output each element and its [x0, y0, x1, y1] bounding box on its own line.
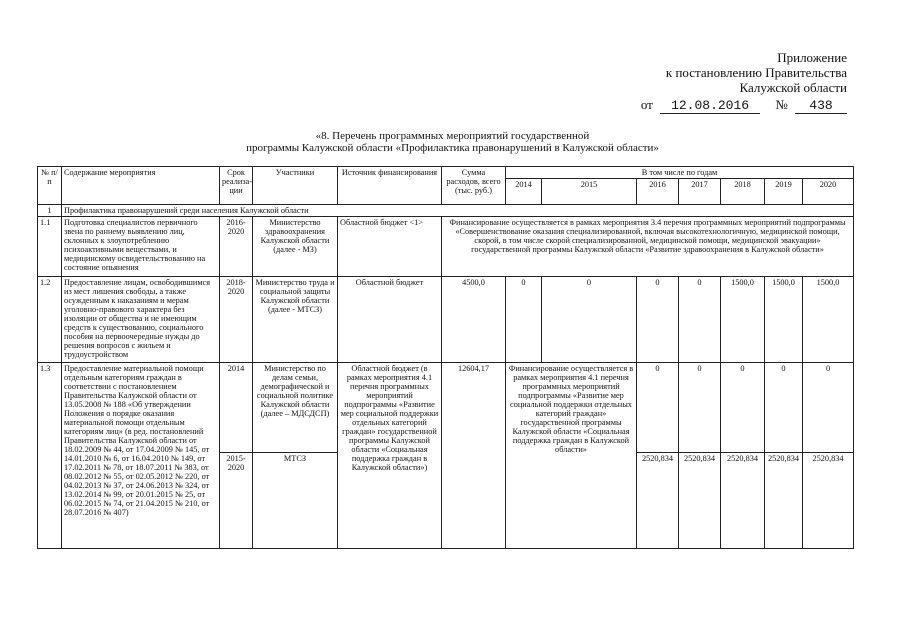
header-content: Содержание мероприятия	[62, 167, 220, 205]
row-year-2016: 0	[637, 277, 679, 363]
header-sum: Сумма расходов, всего (тыс. руб.)	[442, 167, 506, 205]
section-title: Профилактика правонарушений среди населения Калужской области	[62, 205, 854, 217]
row-val-2019: 2520,834	[765, 453, 803, 549]
row-source: Областной бюджет (в рамках мероприятия 4.1 перечня программных мероприятий подпрограммы «Развитие мер социальной поддержки отдельных категорий граждан» государственной программы Калужской области «Социальная поддержка граждан в Калужской области»)	[338, 363, 442, 549]
row-val-2016: 2520,834	[637, 453, 679, 549]
appendix-line-1: Приложение	[777, 50, 847, 65]
resolution-date: 12.08.2016	[660, 98, 760, 114]
appendix-line-3: Калужской области	[739, 80, 847, 95]
row-year-2017: 0	[679, 277, 721, 363]
row-2014-val-2016: 0	[637, 363, 679, 453]
row-year-2019: 1500,0	[765, 277, 803, 363]
header-year-2020: 2020	[803, 179, 854, 205]
section-row-1	[38, 205, 854, 217]
row-term-2015-2020: 2015-2020	[220, 453, 253, 549]
row-financing-note: Финансирование осуществляется в рамках мероприятия 4.1 перечня программных мероприятий подпрограммы «Развитие мер социальной поддержки отдельных категорий граждан» государственной программы Калужской области «Социальная поддержка граждан в Калужской области»	[506, 363, 637, 549]
row-num: 1.3	[38, 363, 62, 549]
program-measures-table	[37, 166, 854, 549]
row-content: Подготовка специалистов первичного звена по раннему выявлению лиц, склонных к злоупотреблению психоактивными веществами, и медицинскому освидетельствованию на состояние опьянения	[62, 217, 220, 277]
row-source: Областной бюджет <1>	[338, 217, 442, 277]
row-2014-val-2019: 0	[765, 363, 803, 453]
ot-label: от	[640, 97, 653, 112]
resolution-number: 438	[795, 98, 847, 114]
row-participants-mdsdsp: Министерство по делам семьи, демографической и социальной политике Калужской области (далее – МДСДСП)	[253, 363, 338, 453]
row-num: 1.1	[38, 217, 62, 277]
row-val-2017: 2520,834	[679, 453, 721, 549]
row-content: Предоставление материальной помощи отдельным категориям граждан в соответствии с постановлением Правительства Калужской области от 13.05.2008 № 188 «Об утверждении Положения о порядке оказания материальной помощи отдельным категориям лиц» (в ред. постановлений Правительства Калужской области от 18.02.2009 № 44, от 17.04.2009 № 145, от 14.01.2010 № 6, от 16.04.2010 № 149, от 17.02.2011 № 78, от 18.07.2011 № 383, от 08.02.2012 № 55, от 02.05.2012 № 220, от 04.02.2013 № 37, от 24.06.2013 № 324, от 13.02.2014 № 99, от 20.01.2015 № 25, от 06.02.2015 № 74, от 21.04.2015 № 210, от 28.07.2016 № 407)	[62, 363, 220, 549]
title-line-1: «8. Перечень программных мероприятий государственной	[315, 130, 590, 142]
row-content: Предоставление лицам, освободившимся из мест лишения свободы, а также осужденным к наказаниям и мерам уголовно-правового характера без изоляции от общества и не имеющим средств к существованию, социального пособия на первоочередные нужды до решения вопросов с жильем и трудоустройством	[62, 277, 220, 363]
header-year-2014: 2014	[506, 179, 542, 205]
table-row-1-1	[38, 217, 854, 277]
row-financing-note: Финансирование осуществляется в рамках мероприятия 3.4 перечня программных мероприятий подпрограммы «Совершенствование оказания специализированной, включая высокотехнологичную, медицинской помощи, скорой, в том числе скорой специализированной, медицинской помощи, медицинской эвакуации» государственной программы Калужской области «Развитие здравоохранения в Калужской области»	[442, 217, 854, 277]
table-row-1-2	[38, 277, 854, 363]
header-num: № п/п	[38, 167, 62, 205]
header-year-2015: 2015	[542, 179, 637, 205]
row-source: Областной бюджет	[338, 277, 442, 363]
appendix-date-line	[641, 97, 847, 114]
header-year-2016: 2016	[637, 179, 679, 205]
header-year-2018: 2018	[721, 179, 765, 205]
row-2014-val-2017: 0	[679, 363, 721, 453]
header-year-2019: 2019	[765, 179, 803, 205]
section-num: 1	[38, 205, 62, 217]
row-year-2015: 0	[542, 277, 637, 363]
appendix-header	[641, 50, 847, 114]
row-year-2014: 0	[506, 277, 542, 363]
table-row-1-3a	[38, 363, 854, 453]
appendix-line-2: к постановлению Правительства	[665, 65, 847, 80]
header-source: Источник финансирования	[338, 167, 442, 205]
row-year-2018: 1500,0	[721, 277, 765, 363]
row-sum: 12604,17	[442, 363, 506, 549]
header-term: Срок реализа-ции	[220, 167, 253, 205]
header-row-1	[38, 167, 854, 179]
title-line-2: программы Калужской области «Профилактика правонарушений в Калужской области»	[246, 142, 659, 154]
row-term: 2016-2020	[220, 217, 253, 277]
row-participants: Министерство здравоохранения Калужской области (далее - МЗ)	[253, 217, 338, 277]
row-participants: Министерство труда и социальной защиты Калужской области (далее - МТСЗ)	[253, 277, 338, 363]
row-participants-mtsz: МТСЗ	[253, 453, 338, 549]
row-year-2020: 1500,0	[803, 277, 854, 363]
row-val-2020: 2520,834	[803, 453, 854, 549]
row-num: 1.2	[38, 277, 62, 363]
number-sign: №	[775, 97, 788, 112]
row-2014-val-2020: 0	[803, 363, 854, 453]
document-title	[0, 130, 905, 154]
row-sum: 4500,0	[442, 277, 506, 363]
header-participants: Участники	[253, 167, 338, 205]
row-2014-val-2018: 0	[721, 363, 765, 453]
row-val-2018: 2520,834	[721, 453, 765, 549]
row-term: 2018-2020	[220, 277, 253, 363]
header-year-2017: 2017	[679, 179, 721, 205]
row-term-2014: 2014	[220, 363, 253, 453]
header-by-years: В том числе по годам	[506, 167, 854, 179]
